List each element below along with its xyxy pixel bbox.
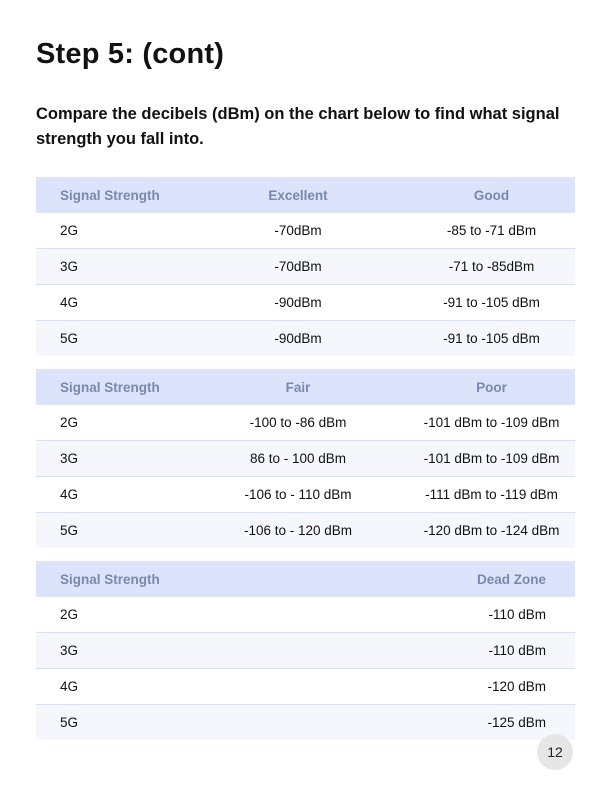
network-cell: 2G <box>60 415 79 430</box>
poor-cell: -120 dBm to -124 dBm <box>388 513 575 549</box>
network-cell: 2G <box>60 223 79 238</box>
table-row <box>36 705 575 741</box>
empty-cell <box>208 669 388 705</box>
table-row <box>36 441 575 477</box>
network-cell: 5G <box>36 513 208 549</box>
table-row <box>36 213 575 249</box>
intro-text: Compare the decibels (dBm) on the chart below to find what signal strength you fall into. <box>36 105 560 148</box>
table-row <box>36 477 575 513</box>
empty-cell <box>208 705 388 741</box>
good-cell: -91 to -105 dBm <box>388 285 575 321</box>
table-row <box>36 249 575 285</box>
table-row <box>36 321 575 357</box>
network-cell: 2G <box>60 607 79 622</box>
signal-table-excellent-good <box>36 177 575 356</box>
header-poor: Poor <box>388 369 575 405</box>
network-cell: 3G <box>36 441 208 477</box>
header-signal-strength: Signal Strength <box>36 177 208 213</box>
network-cell: 4G <box>36 285 208 321</box>
good-cell: -91 to -105 dBm <box>388 321 575 357</box>
table-header-row <box>36 369 575 405</box>
header-signal-strength: Signal Strength <box>36 561 208 597</box>
header-fair: Fair <box>208 369 388 405</box>
good-cell: -71 to -85dBm <box>388 249 575 285</box>
header-signal-strength: Signal Strength <box>36 369 208 405</box>
signal-table-fair-poor <box>36 369 575 548</box>
table-row <box>36 405 575 441</box>
table-header-row <box>36 561 575 597</box>
table-row <box>36 633 575 669</box>
excellent-cell: -70dBm <box>208 249 388 285</box>
network-cell: 5G <box>36 321 208 357</box>
network-cell: 4G <box>36 669 208 705</box>
fair-cell: -106 to - 110 dBm <box>208 477 388 513</box>
fair-cell: -100 to -86 dBm <box>249 415 347 430</box>
header-dead-zone: Dead Zone <box>388 561 575 597</box>
empty-cell <box>208 633 388 669</box>
header-good: Good <box>388 177 575 213</box>
excellent-cell: -90dBm <box>208 285 388 321</box>
dead-zone-cell: -110 dBm <box>388 633 575 669</box>
dead-zone-cell: -120 dBm <box>388 669 575 705</box>
fair-cell: 86 to - 100 dBm <box>208 441 388 477</box>
network-cell: 3G <box>36 633 208 669</box>
page-title: Step 5: (cont) <box>36 38 225 70</box>
dead-zone-cell: -125 dBm <box>388 705 575 741</box>
table-row <box>36 285 575 321</box>
fair-cell: -106 to - 120 dBm <box>208 513 388 549</box>
empty-cell <box>208 597 388 633</box>
table-row <box>36 669 575 705</box>
network-cell: 3G <box>36 249 208 285</box>
table-row <box>36 513 575 549</box>
table-row <box>36 597 575 633</box>
table-header-row <box>36 177 575 213</box>
header-empty <box>208 561 388 597</box>
poor-cell: -101 dBm to -109 dBm <box>388 441 575 477</box>
poor-cell: -101 dBm to -109 dBm <box>423 415 560 430</box>
good-cell: -85 to -71 dBm <box>446 223 537 238</box>
header-excellent: Excellent <box>208 177 388 213</box>
page-number-badge: 12 <box>537 734 573 770</box>
excellent-cell: -70dBm <box>274 223 322 238</box>
dead-zone-cell: -110 dBm <box>488 607 546 622</box>
poor-cell: -111 dBm to -119 dBm <box>388 477 575 513</box>
signal-table-dead-zone <box>36 561 575 740</box>
excellent-cell: -90dBm <box>208 321 388 357</box>
network-cell: 4G <box>36 477 208 513</box>
network-cell: 5G <box>36 705 208 741</box>
